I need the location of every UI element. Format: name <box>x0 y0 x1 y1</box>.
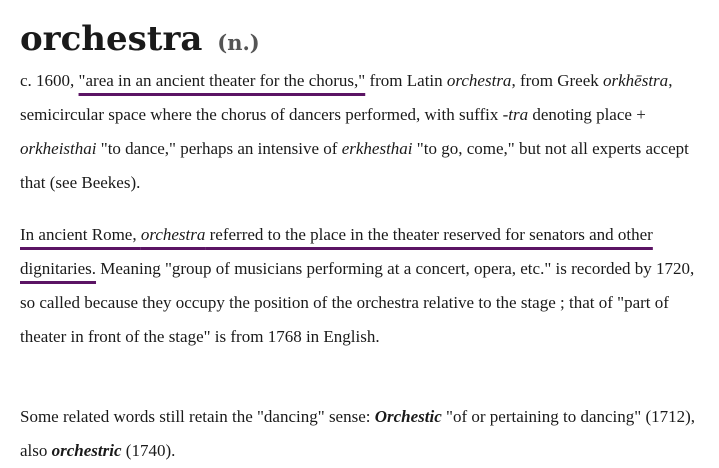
text: Some related words still retain the "dancing" sense: <box>20 407 375 426</box>
related-word-orchestic: Orchestic <box>374 407 442 426</box>
text: , semicircular space where the chorus of dancers performed, with suffix <box>20 71 673 124</box>
term-greek: orkhēstra <box>603 71 669 90</box>
text: Meaning "group of musicians performing at a concert, opera, etc." is recorded by 1720, so called because they occupy the position of the orchestra relative to the stage ; that of "part of theater in front of the stage" is from 1768 in English. <box>20 259 695 346</box>
headword-title <box>20 14 260 68</box>
highlighted-rome-2: referred to the place in the theater reserved for senators and other dignitaries. <box>20 225 653 278</box>
text: denoting place + <box>528 105 646 124</box>
text: "of or pertaining to dancing" (1712), also <box>20 407 696 460</box>
highlighted-rome-term: orchestra <box>140 225 206 244</box>
highlighted-definition: "area in an ancient theater for the chorus," <box>78 71 366 90</box>
text: c. 1600, <box>20 71 79 90</box>
text: from Latin <box>365 71 447 90</box>
paragraph-related <box>20 400 710 468</box>
related-word-orchestric: orchestric <box>51 441 122 460</box>
highlighted-rome-1: In ancient Rome, <box>20 225 141 244</box>
term-orkheisthai: orkheisthai <box>20 139 97 158</box>
term-suffix: -tra <box>502 105 529 124</box>
paragraph-origin <box>20 64 710 200</box>
text: "to go, come," but not all experts accept that (see Beekes). <box>20 139 689 192</box>
term-erkhesthai: erkhesthai <box>341 139 413 158</box>
term-latin: orchestra <box>446 71 512 90</box>
text: , from Greek <box>511 71 604 90</box>
part-of-speech: (n.) <box>217 30 260 55</box>
text: (1740). <box>121 441 176 460</box>
paragraph-rome <box>20 218 710 354</box>
headword: orchestra <box>20 19 203 59</box>
text: "to dance," perhaps an intensive of <box>96 139 342 158</box>
